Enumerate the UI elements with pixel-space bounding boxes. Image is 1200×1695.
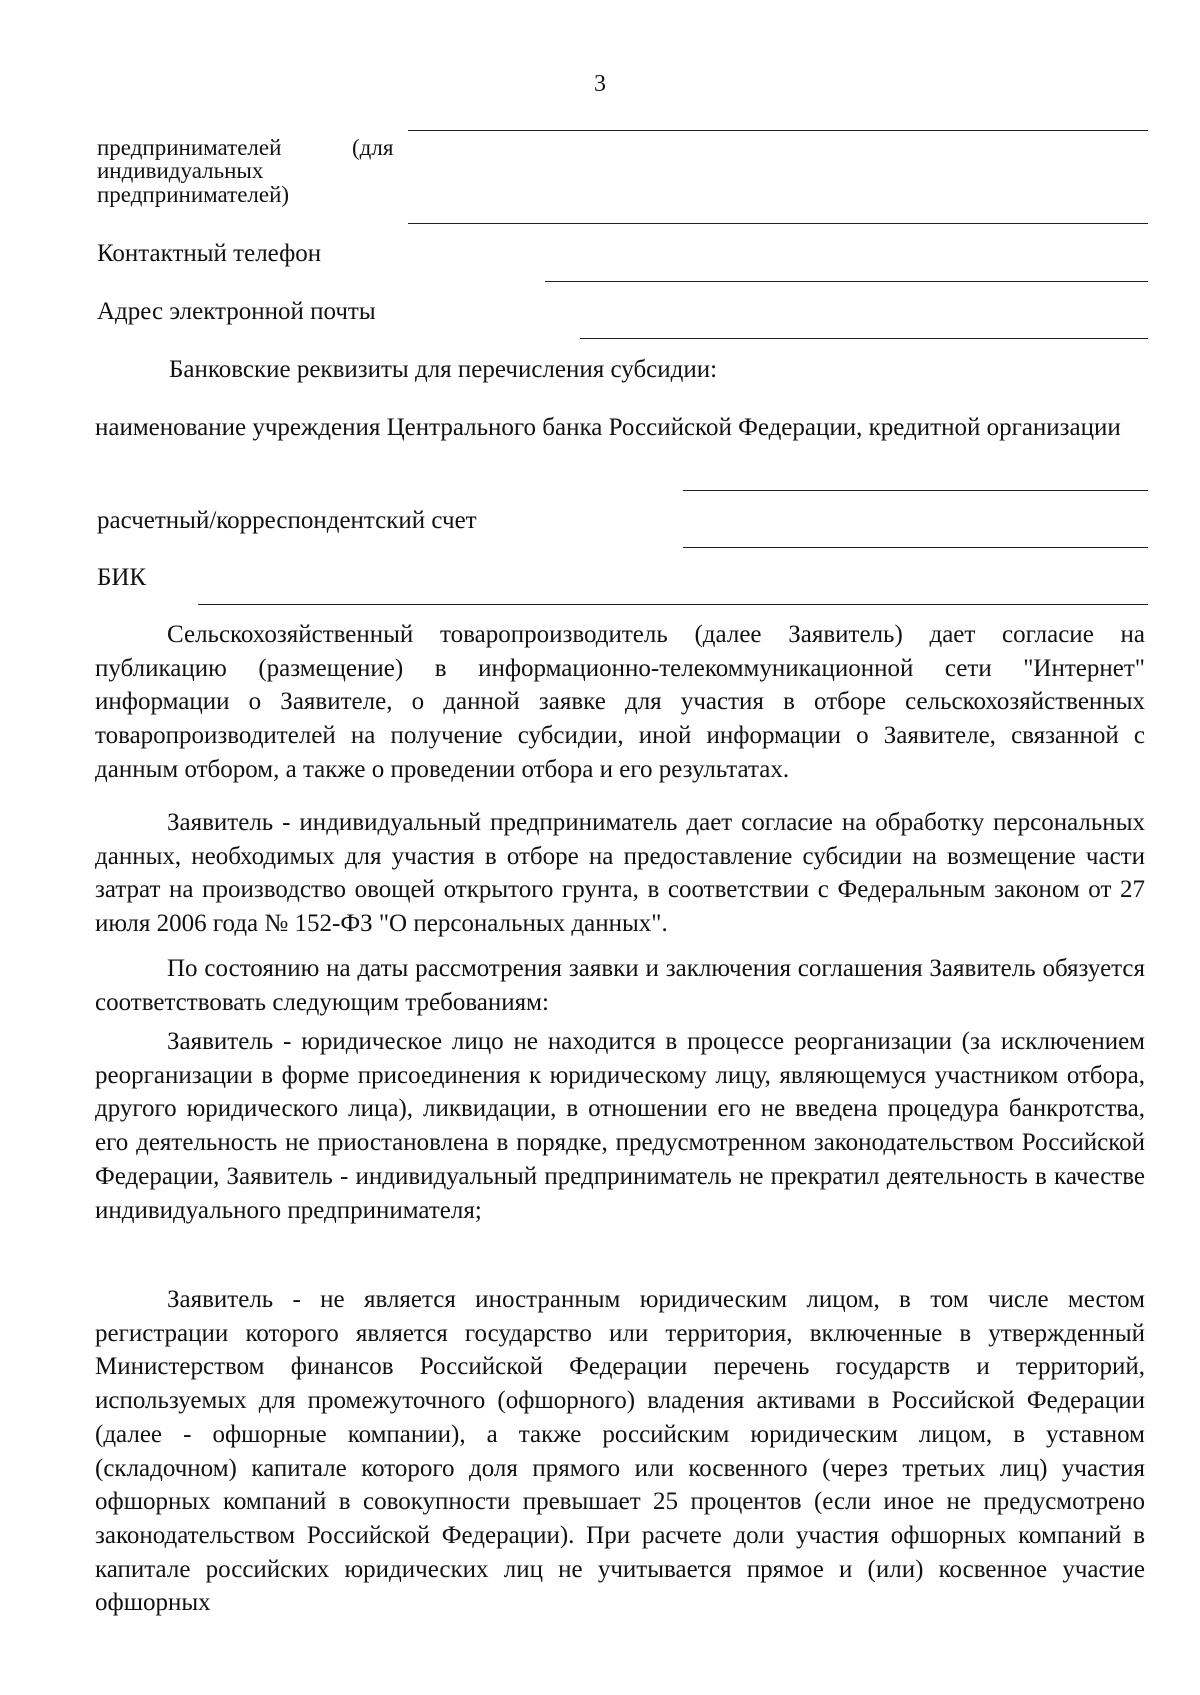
bik-label: БИК	[97, 564, 147, 591]
bank-name-input-line[interactable]	[683, 490, 1148, 491]
phone-label: Контактный телефон	[97, 240, 322, 267]
bik-input-line[interactable]	[198, 604, 1148, 605]
requirement-offshore-paragraph: Заявитель - не является иностранным юридическим лицом, в том числе местом регистрации которого является государство или территория, включенные в утвержденный Министерством финансов Российской Федерации перечень государств и территорий, используемых для промежуточного (офшорного) владения активами в Российской Федерации (далее - офшорные компании), а также российским юридическим лицом, в уставном (складочном) капитале которого доля прямого или косвенного (через третьих лиц) участия офшорных компаний в совокупности превышает 25 процентов (если иное не предусмотрено законодательством Российской Федерации). При расчете доли участия офшорных компаний в капитале российских юридических лиц не учитывается прямое и (или) косвенное участие офшорных	[95, 1286, 1145, 1617]
email-input-line[interactable]	[580, 338, 1148, 339]
phone-input-line[interactable]	[545, 281, 1148, 282]
requirement-reorganization-paragraph: Заявитель - юридическое лицо не находится в процессе реорганизации (за исключением реорганизации в форме присоединения к юридическому лицу, являющемуся участником отбора, другого юридического лица), ликвидации, в отношении его не введена процедура банкротства, его деятельность не приостановлена в порядке, предусмотренном законодательством Российской Федерации, Заявитель - индивидуальный предприниматель не прекратил деятельность в качестве индивидуального предпринимателя;	[95, 1028, 1145, 1224]
requirements-intro-paragraph: По состоянию на даты рассмотрения заявки и заключения соглашения Заявитель обязуется соответствовать следующим требованиям:	[95, 955, 1145, 1016]
bank-heading: Банковские реквизиты для перечисления субсидии:	[169, 356, 718, 383]
entrepreneur-label-line1b: (для	[352, 135, 394, 160]
entrepreneur-label-line3: предпринимателей)	[97, 182, 290, 207]
entrepreneur-input-line[interactable]	[408, 223, 1148, 224]
entrepreneur-label-line1a: предпринимателей	[97, 135, 282, 160]
consent-personal-data-paragraph: Заявитель - индивидуальный предприниматель дает согласие на обработку персональных данных, необходимых для участия в отборе на предоставление субсидии на возмещение части затрат на производство овощей открытого грунта, в соответствии с Федеральным законом от 27 июля 2006 года № 152-ФЗ "О персональных данных".	[95, 809, 1145, 938]
bank-name-label: наименование учреждения Центрального банка Российской Федерации, кредитной организации	[95, 414, 1121, 441]
account-input-line[interactable]	[683, 547, 1148, 548]
account-label: расчетный/корреспондентский счет	[97, 507, 477, 534]
page-number: 3	[594, 71, 606, 97]
entrepreneur-label-line2: индивидуальных	[97, 158, 264, 183]
consent-publication-paragraph: Сельскохозяйственный товаропроизводитель (далее Заявитель) дает согласие на публикацию (размещение) в информационно-телекоммуникационной сети "Интернет" информации о Заявителе, о данной заявке для участия в отборе сельскохозяйственных товаропроизводителей на получение субсидии, иной информации о Заявителе, связанной с данным отбором, а также о проведении отбора и его результатах.	[95, 621, 1145, 783]
email-label: Адрес электронной почты	[97, 298, 376, 325]
entrepreneur-top-line	[408, 130, 1148, 131]
